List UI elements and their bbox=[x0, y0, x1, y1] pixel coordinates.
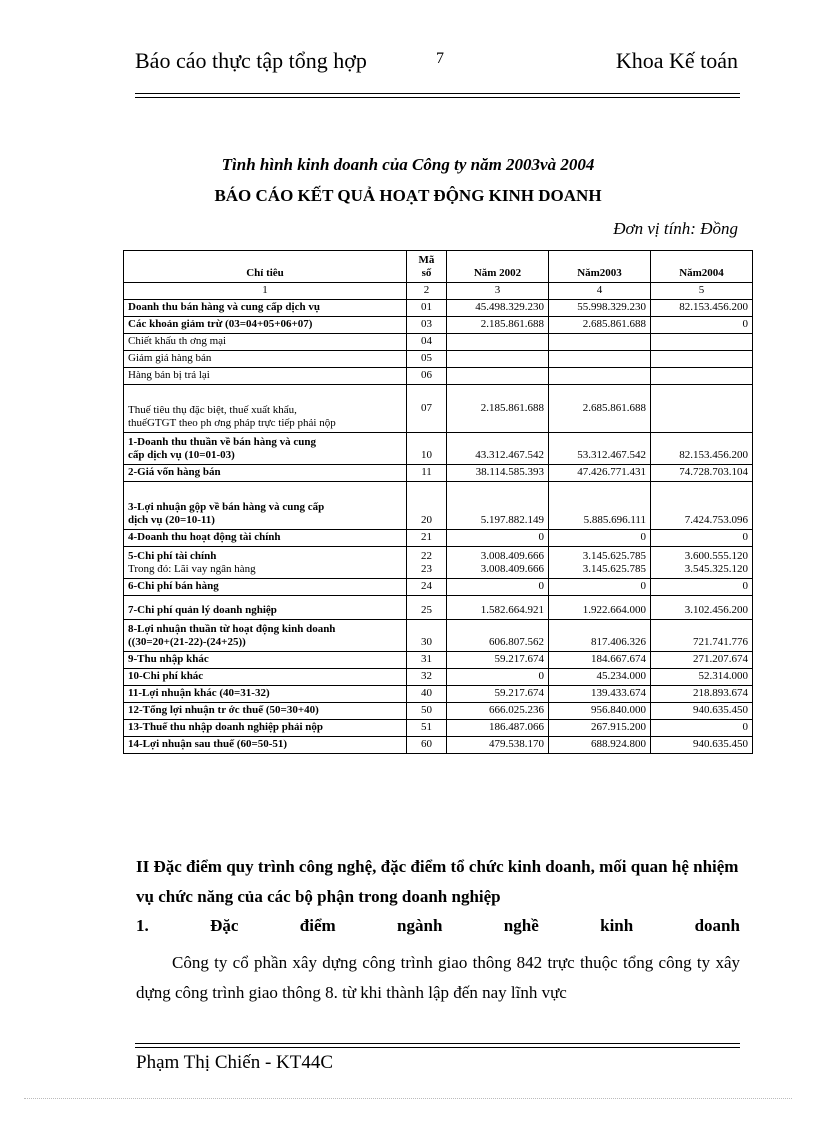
table-row: Giảm giá hàng bán 05 bbox=[124, 351, 753, 368]
col-2003-header: Năm2003 bbox=[549, 251, 651, 283]
report-main-title: BÁO CÁO KẾT QUẢ HOẠT ĐỘNG KINH DOANH bbox=[214, 186, 602, 205]
table-row: 1-Doanh thu thuần về bán hàng và cung cấp dịch vụ (10=01-03) 10 43.312.467.542 53.312.467.542 82.153.456.200 bbox=[124, 433, 753, 465]
col-indicator-header: Chỉ tiêu bbox=[124, 251, 407, 283]
table-row: Thuế tiêu thụ đặc biệt, thuế xuất khẩu, thuếGTGT theo ph ơng pháp trực tiếp phải nộp 07 2.185.861.688 2.685.861.688 bbox=[124, 385, 753, 433]
table-row: 14-Lợi nhuận sau thuế (60=50-51) 60 479.538.170 688.924.800 940.635.450 bbox=[124, 737, 753, 754]
table-row: 10-Chi phí khác 32 0 45.234.000 52.314.000 bbox=[124, 669, 753, 686]
table-row: Doanh thu bán hàng và cung cấp dịch vụ 01 45.498.329.230 55.998.329.230 82.153.456.200 bbox=[124, 300, 753, 317]
subsection-heading: 1. Đặc điểm ngành nghề kinh doanh bbox=[136, 916, 740, 935]
table-row: 13-Thuế thu nhập doanh nghiệp phải nộp 51 186.487.066 267.915.200 0 bbox=[124, 720, 753, 737]
report-subtitle: Tình hình kinh doanh của Công ty năm 2003và 2004 bbox=[221, 155, 595, 174]
table-row: 2-Giá vốn hàng bán 11 38.114.585.393 47.426.771.431 74.728.703.104 bbox=[124, 465, 753, 482]
page-edge-line bbox=[24, 1098, 792, 1099]
table-row: Chiết khấu th ơng mại 04 bbox=[124, 334, 753, 351]
col-2004-header: Năm2004 bbox=[651, 251, 753, 283]
body-paragraph: Công ty cổ phần xây dựng công trình giao thông 842 trực thuộc tổng công ty xây dựng công trình giao thông 8. từ khi thành lập đến nay lĩnh vực bbox=[136, 953, 740, 1002]
table-row: 9-Thu nhập khác 31 59.217.674 184.667.674 271.207.674 bbox=[124, 652, 753, 669]
section-heading: II Đặc điểm quy trình công nghệ, đặc điểm tổ chức kinh doanh, mối quan hệ nhiệm vụ chức năng của các bộ phận trong doanh nghiệp bbox=[136, 857, 739, 906]
col-2002-header: Năm 2002 bbox=[447, 251, 549, 283]
page-number: 7 bbox=[436, 50, 444, 67]
header-department: Khoa Kế toán bbox=[615, 48, 738, 73]
table-row: 7-Chi phí quản lý doanh nghiệp 25 1.582.664.921 1.922.664.000 3.102.456.200 bbox=[124, 596, 753, 620]
table-header-row bbox=[124, 251, 753, 283]
header-divider bbox=[135, 93, 740, 98]
table-row: 12-Tổng lợi nhuận tr ớc thuế (50=30+40) 50 666.025.236 956.840.000 940.635.450 bbox=[124, 703, 753, 720]
table-row: 3-Lợi nhuận gộp về bán hàng và cung cấp dịch vụ (20=10-11) 20 5.197.882.149 5.885.696.111 7.424.753.096 bbox=[124, 482, 753, 530]
table-row: Các khoản giảm trừ (03=04+05+06+07) 03 2.185.861.688 2.685.861.688 0 bbox=[124, 317, 753, 334]
unit-note: Đơn vị tính: Đồng bbox=[613, 219, 738, 238]
index-row: 1 2 3 4 5 bbox=[124, 283, 753, 300]
footer-divider bbox=[135, 1043, 740, 1048]
table-row: Hàng bán bị trả lại 06 bbox=[124, 368, 753, 385]
table-row: 5-Chi phí tài chính Trong đó: Lãi vay ngân hàng 22 23 3.008.409.666 3.008.409.666 3.145.625.785 3.145.625.785 3.600.555.120 3.545.325.120 bbox=[124, 547, 753, 579]
income-statement-table bbox=[123, 250, 753, 754]
table-row: 6-Chi phí bán hàng 24 0 0 0 bbox=[124, 579, 753, 596]
col-code-header: Mã số bbox=[407, 251, 447, 283]
header-report-title: Báo cáo thực tập tổng hợp bbox=[135, 48, 367, 73]
footer-author: Phạm Thị Chiến - KT44C bbox=[136, 1052, 334, 1073]
table-row: 11-Lợi nhuận khác (40=31-32) 40 59.217.674 139.433.674 218.893.674 bbox=[124, 686, 753, 703]
table-row: 8-Lợi nhuận thuần từ hoạt động kinh doanh ((30=20+(21-22)-(24+25)) 30 606.807.562 817.406.326 721.741.776 bbox=[124, 620, 753, 652]
table-row: 4-Doanh thu hoạt động tài chính 21 0 0 0 bbox=[124, 530, 753, 547]
